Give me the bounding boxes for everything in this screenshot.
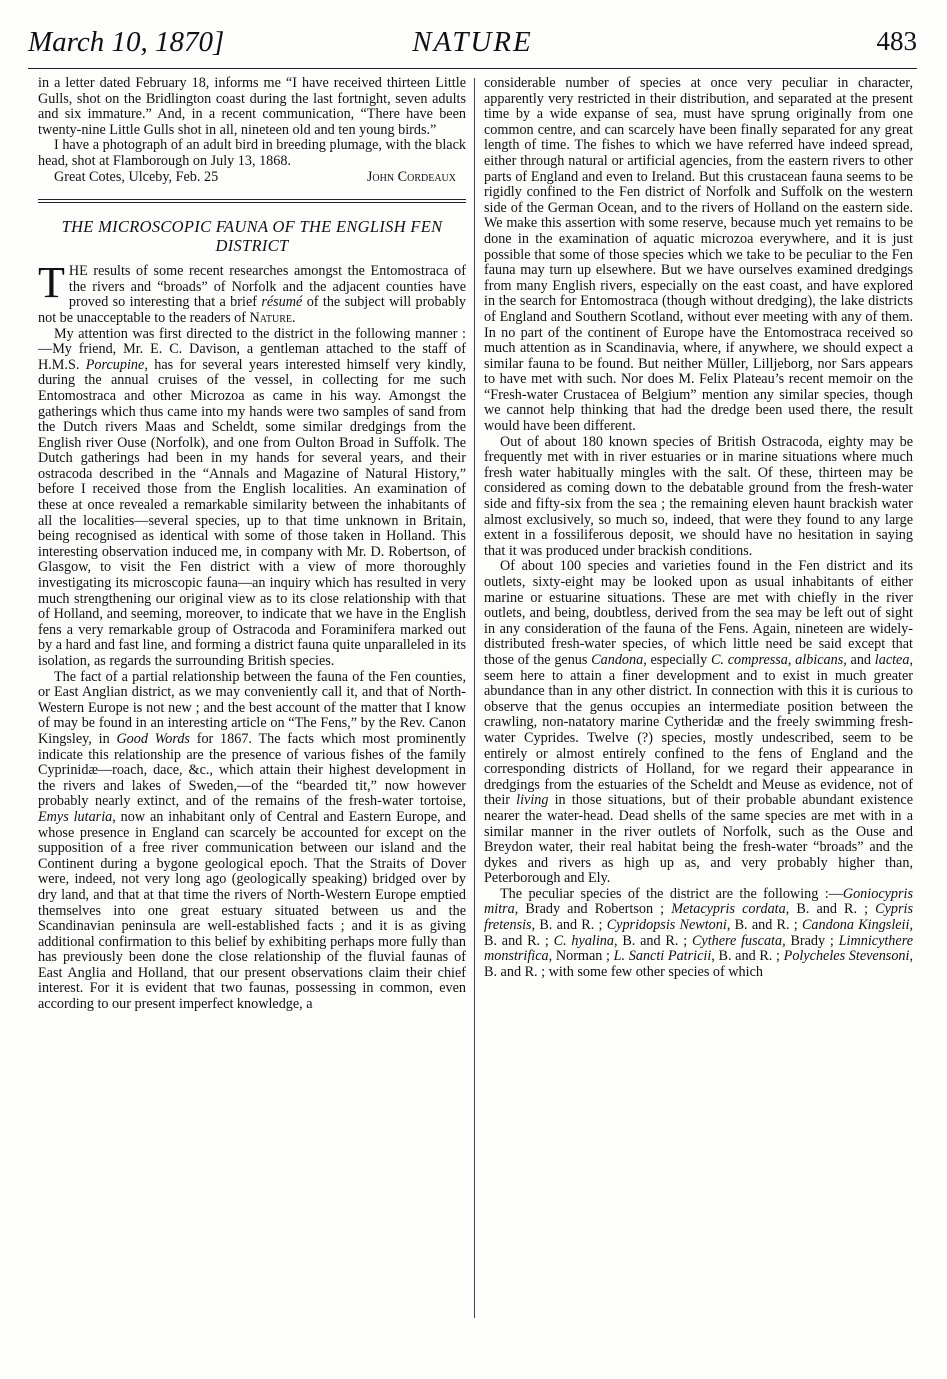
article-paragraph — [38, 670, 466, 1013]
letter-signature: John Cordeaux — [366, 168, 456, 185]
text-run: , especially — [643, 651, 711, 668]
text-run: in those situations, but of their probable abundant existence nearer the water-head. Dead shells of the same species are met with in a similar manner in the river outlets of Norfolk, such as the Ouse and Breydon water, their real habitat being the fresh-water “broads” and the dykes and rivers as high up as, and very probably higher than, Peterborough and Ely. — [484, 792, 913, 887]
header-date: March 10, 1870] — [28, 26, 225, 58]
article-paragraph — [38, 258, 466, 326]
text-run: , B. and R. ; — [711, 948, 784, 965]
text-run: , B. and R. ; — [531, 917, 607, 934]
text-run: , seem here to attain a finer development and to exist in much greater abundance than in any other district. In connection with this it is curious to observe that the genus occupies an intermediate position between the crawling, non-natatory marine Cytheridæ and the freely swimming fresh-water Cyprides. Twelve (?) species, mostly undescribed, seem to be entirely or almost entirely confined to the fens of England and the corresponding districts of Holland, for we regard their appearance in dredgings from the estuaries of the Scheldt and Meuse as evidence, not of their — [484, 651, 913, 809]
italic-run: Good Words — [116, 730, 190, 747]
page-header — [28, 24, 917, 69]
text-run: , now an inhabitant only of Central and Eastern Europe, and whose presence in England can scarcely be accounted for except on the supposition of a free river communication between our island and the Continent during a bygone geological epoch. That the Straits of Dover were, indeed, not very long ago (geologically speaking) bridged over by dry land, and that at that time the rivers of North-Western Europe emptied themselves into one great estuary situated between us and the Scandinavian peninsula are well-established facts ; and it is as giving additional confirmation to this belief by exhibiting perhaps more fully than has previously been done the close relationship of the fluvial faunas of East Anglia and Holland, that our present observations claim their chief interest. For it is evident that two faunas, possessing in common, even according to our present imperfect knowledge, a — [38, 808, 467, 1013]
text-run: The peculiar species of the district are the following :— — [500, 885, 843, 902]
text-run: , B. and R. ; — [726, 917, 802, 934]
article-paragraph — [38, 327, 466, 670]
italic-run: Emys lutaria — [38, 808, 113, 825]
italic-run: résumé — [261, 294, 303, 311]
species-name: Metacypris cordata — [671, 901, 786, 918]
article-paragraph — [484, 559, 913, 886]
right-column — [484, 76, 913, 980]
species-name: L. Sancti Patricii — [613, 948, 712, 965]
text-run: and — [846, 651, 875, 668]
italic-run: Candona — [591, 651, 644, 668]
letter-paragraph: I have a photograph of an adult bird in breeding plumage, with the black head, shot at Flamborough on July 13, 1868. — [38, 137, 466, 169]
text-run: , Norman ; — [548, 948, 614, 965]
text-run: , B. and R. ; with some few other species of which — [484, 948, 913, 980]
left-column — [38, 76, 466, 1013]
article-paragraph — [484, 887, 913, 981]
text-run: , Brady ; — [782, 932, 839, 949]
letter-paragraph: in a letter dated February 18, informs me “I have received thirteen Little Gulls, shot on the Bridlington coast during the last fortnight, seven adults and six immature.” And, in a recent communication, “There have been twenty-nine Little Gulls shot in all, nineteen old and ten young birds.” — [38, 75, 466, 138]
text-run: The fact of a partial relationship between the fauna of the Fen counties, or East Anglian district, as we may conveniently call it, and that of North-Western Europe is not new ; and the best account of the matter that I know of may be found in an interesting article on “The Fens,” by the Rev. Canon Kingsley, in — [38, 668, 466, 747]
text-run: for 1867. The facts which most prominently indicate this relationship are the presence of various fishes of the family Cyprinidæ—roach, dace, &c., which attain their highest development in the rivers and lakes of Sweden,—of the “bearded tit,” now however probably nearly extinct, and of the remains of the fresh-water tortoise, — [38, 730, 466, 810]
italic-run: living — [516, 792, 549, 809]
species-name: Cypridopsis Newtoni — [606, 917, 727, 934]
letter-signature-line — [38, 170, 466, 186]
species-name: Polycheles Stevensoni — [783, 948, 910, 965]
article-title: THE MICROSCOPIC FAUNA OF THE ENGLISH FEN DISTRICT — [61, 217, 443, 256]
text-run: . — [292, 309, 296, 326]
letter-place-date: Great Cotes, Ulceby, Feb. 25 — [54, 168, 219, 185]
italic-run: C. compressa, albicans, — [710, 651, 847, 668]
text-run: HE results of some recent researches amongst the Entomostraca of the rivers and “broads” of Norfolk and the adjacent counties have proved so interesting that a brief — [68, 263, 466, 311]
species-name: C. hyalina — [553, 932, 614, 949]
species-name: Candona Kingsleii — [801, 917, 910, 934]
species-name: Cythere fuscata — [691, 932, 783, 949]
column-divider — [474, 78, 475, 1318]
text-run: , Brady and Robertson ; — [514, 901, 672, 918]
article-paragraph: considerable number of species at once very peculiar in character, apparently very restricted in their distribution, and separated at the present time by a wide expanse of sea, must have sprung originally from one common centre, and can scarcely have been finally separated for any great length of time. The fishes to which we have referred have indeed spread, either through natural or artificial agencies, from the eastern rivers to other parts of England and even to Ireland. But this crustacean fauna seems to be rigidly confined to the Fen district of Norfolk and Suffolk on the western side of the German Ocean, and to the rivers of Holland on the eastern side. We make this assertion with some reserve, because much yet remains to be done in the examination of aquatic microzoa everywhere, and it is just possible that some of those species which we take to be peculiar to the Fen fauna may turn up elsewhere. But we have ourselves examined dredgings from many English rivers, especially on the east coast, and have explored in the search for Entomostraca (though without dredging), the lake districts of England and Southern Scotland, without ever meeting with any of them. In no part of the continent of Europe have the Entomostraca received so much attention as in Scandinavia, where, if anywhere, we should expect a similar fauna to be found. But neither Müller, Lilljeborg, nor Sars appears to have met with such. Nor does M. Felix Plateau’s recent memoir on the “Fresh-water Crustacea of Belgium” mention any similar species, though we cannot help thinking that had the dredge been used there, the result would have been different. — [484, 75, 913, 435]
text-run: , has for several years interested himself very kindly, during the annual cruises of the vessel, in collecting for me such Entomostraca and other Microzoa as came in his way. Amongst the gatherings which thus came into my hands were two samples of sand from the Dutch rivers Maas and Scheldt, some similar dredgings from the English river Ouse (Norfolk), and one from Oulton Broad in Suffolk. The Dutch gatherings had been in my hands for several years, and their ostracoda described in the “Annals and Magazine of Natural History,” before I received those from the English localities. An examination of these at once revealed a remarkable similarity between the inhabitants of all the localities—several species, up to that time unknown in Britain, being recognised as identical with some of those taken in Holland. This interesting observation induced me, in company with Mr. D. Robertson, of Glasgow, to visit the Fen district with a view of more thoroughly investigating its microscopic fauna—an inquiry which has resulted in very much strengthening our original view as to its close relationship with that of Holland, and seeming, moreover, to indicate that we have in the English fens a very remarkable group of Ostracoda and Foraminifera marked out by a hard and fast line, and forming a district fauna quite unparalleled in its isolation, as regards the surrounding British species. — [38, 356, 466, 669]
text-run: , B. and R. ; — [785, 901, 876, 918]
italic-run: lactea — [874, 651, 910, 668]
page-number: 483 — [876, 26, 917, 56]
species-name: Goniocypris mitra — [484, 885, 913, 918]
journal-name-run: Nature — [249, 309, 292, 326]
text-run: , B. and R. ; — [484, 917, 913, 949]
text-run: , B. and R. ; — [613, 932, 692, 949]
species-name: Cypris fretensis — [484, 901, 914, 934]
italic-run: Porcupine — [85, 356, 145, 373]
text-run: Of about 100 species and varieties found in the Fen district and its outlets, sixty-eight may be looked upon as usual inhabitants of either marine or estuarine situations. These are met with chiefly in the river outlets, and being, doubtless, derived from the sea may be left out of sight in any consideration of the fauna of the Fens. Again, nineteen are widely-distributed fresh-water species, of which little need be said except that those of the genus — [484, 558, 913, 668]
article-paragraph: Out of about 180 known species of British Ostracoda, eighty may be frequently met with in river estuaries or in marine situations where much fresh water habitually mingles with the salt. Of these, thirteen may be considered as coming down to the debatable ground from the fresh-water side and fifty-six from the sea ; the remaining eleven haunt brackish water almost exclusively, so much so, indeed, that were they found to any large extent in a fossiliferous deposit, we should have no hesitation in saying that it was produced under brackish conditions. — [484, 433, 913, 559]
drop-cap: T — [38, 258, 65, 308]
species-name: Limnicythere monstrifica — [484, 932, 913, 965]
section-rule — [38, 199, 466, 203]
text-run: of the subject will probably not be unacceptable to the readers of — [38, 294, 466, 326]
journal-title: NATURE — [412, 26, 533, 58]
text-run: My attention was first directed to the district in the following manner :—My friend, Mr. E. C. Davison, a gentleman attached to the staff of H.M.S. — [38, 325, 466, 373]
